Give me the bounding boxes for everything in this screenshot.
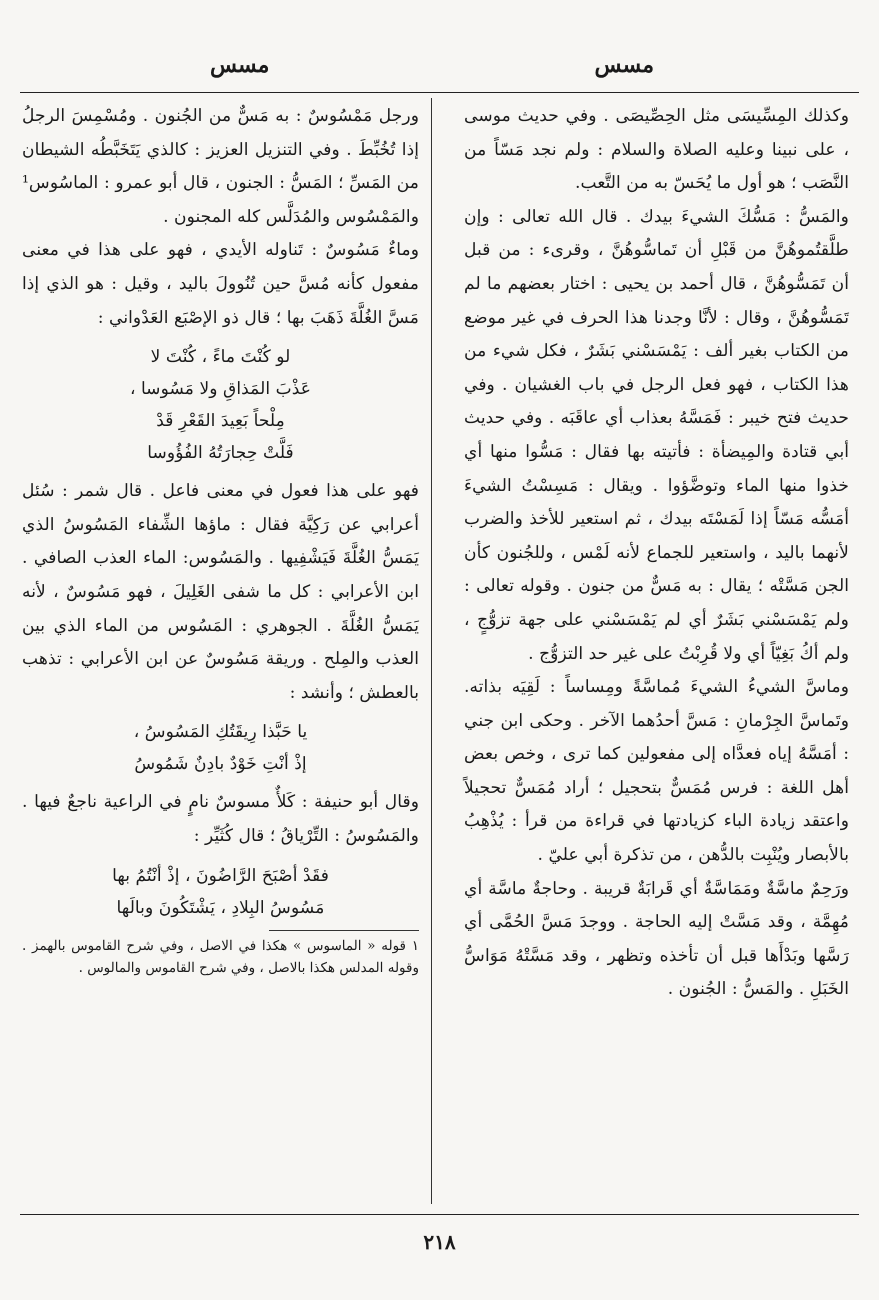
poem-verse: مِلْحاً بَعِيدَ القَعْرِ قَدْ — [156, 411, 285, 432]
poem-verse: فَلَّتْ حِجارَتُهُ الفُؤُوسا — [147, 443, 294, 464]
poem-verse: عَذْبَ المَذاقِ ولا مَسُوسا ، — [129, 379, 312, 400]
paragraph: والمَسُّ : مَسُّكَ الشيءَ بيدك . قال الله تعالى : وإن طلَّقتُموهُنَّ من قَبْلِ أن تَماسُّوهُنَّ ، وقرىء : من قبل أن تَمَسُّوهُنَّ ، قال أحمد بن يحيى : اختار بعضهم ما لم تَمَسُّوهُنَّ ، وقال : لأنَّا وجدنا هذا الحرف في غير موضع من الكتاب بغير ألف : يَمْسَسْني بَشَرٌ ، فكل شيء من هذا الكتاب ، فهو فعل الرجل في باب الغشيان . وفي حديث فتح خيبر : فَمَسَّهُ بعذاب أي عاقَبَه . وفي حديث أبي قتادة والمِيضأة : فأتيته بها فقال : مَسُّوا منها أي خذوا منها الماء وتوضَّؤوا . ويقال : مَسِسْتُ الشيءَ أمَسُّه مَسّاً إذا لَمَسْتَه بيدك ، ثم استعير للأخذ والضرب لأنهما باليد ، واستعير للجماع لأنه لَمْس ، وللجُنون كأن الجن مَسَّتْه ؛ يقال : به مَسٌّ من جنون . وقوله تعالى : ولم يَمْسَسْني بَشَرٌ أي لم يَمْسَسْني على جهة تزوُّجٍ ، ولم أكُ بَغِيّاً أي ولا قُرِبْتُ على غير حد التزوُّج . — [464, 206, 849, 664]
column-divider — [431, 98, 432, 1204]
paragraph: وماسَّ الشيءُ الشيءَ مُماسَّةً ومِساساً : لَقِيَه بذاته. وتَماسَّ الجِرْمانِ : مَسَّ أحدُهما الآخر . وحكى ابن جني : أمَسَّهُ إياه فعدَّاه إلى مفعولين كما ترى ، وخص بعض أهل اللغة : فرس مُمَسٌّ بتحجيل ؛ أراد مُمَسٌّ تحجيلاً واعتقد زيادة الباء كزيادتها في قراءة من قرأ : يُذْهِبُ بالأبصار ويُنْبِت بالدُّهن ، من تذكرة أبي عليّ . — [464, 677, 849, 866]
page-number: ٢١٨ — [423, 1230, 456, 1254]
paragraph: وقال أبو حنيفة : كَلأٌ مسوسٌ نامٍ في الراعية ناجعٌ فيها . والمَسُوسُ : التِّرْياقُ ؛ قال كُثَيِّر : — [22, 792, 419, 846]
poem-verse: مَسُوسُ البِلادِ ، يَشْتَكُونَ وبالَها — [116, 897, 325, 918]
poem — [22, 341, 419, 469]
page-header — [20, 52, 859, 82]
footnote-rule — [269, 930, 419, 931]
right-column — [464, 100, 849, 1007]
poem-verse: يا حَبَّذا رِيقَتُكِ المَسُوسُ ، — [133, 722, 308, 743]
header-headword-left: مسس — [210, 52, 270, 78]
left-column — [22, 100, 419, 979]
paragraph: فهو على هذا فعول في معنى فاعل . قال شمر : سُئل أعرابي عن رَكِيَّة فقال : ماؤها الشِّفاء المَسُوسُ الذي يَمَسُّ الغُلَّةَ فَيَشْفِيها . والمَسُوس: الماء العذب الصافي . ابن الأعرابي : كل ما شفى الغَلِيلَ ، فهو مَسُوسٌ ، لأنه يَمَسُّ الغُلَّةَ . الجوهري : المَسُوس من الماء الذي بين العذب والمِلح . وريقة مَسُوسٌ عن ابن الأعرابي : تذهب بالعطش ؛ وأنشد : — [22, 481, 419, 703]
poem — [22, 716, 419, 780]
poem-verse: فقَدْ أصْبَحَ الرَّاضُونَ ، إذْ أنْتُمُ بها — [112, 865, 329, 886]
footnote: ١ قوله « الماسوس » هكذا في الاصل ، وفي شرح القاموس بالهمز . وقوله المدلس هكذا بالاصل ، وفي شرح القاموس والمالوس . — [22, 937, 419, 976]
poem-verse: لو كُنْتَ ماءً ، كُنْتَ لا — [150, 347, 291, 368]
header-headword-right: مسس — [594, 52, 654, 78]
paragraph: ورجل مَمْسُوسٌ : به مَسٌّ من الجُنون . ومُسْمِسَ الرجلُ إذا تُخُبِّطَ . وفي التنزيل العزيز : كالذي يَتَخَبَّطُه الشيطان من المَسِّ ؛ المَسُّ : الجنون ، قال أبو عمرو : الماسُوس¹ والمَمْسُوس والمُدَلَّس كله المجنون . — [22, 106, 419, 227]
paragraph: وكذلك المِسِّيسَى مثل الحِصِّيصَى . وفي حديث موسى ، على نبينا وعليه الصلاة والسلام : ولم نجد مَسّاً من النَّصَب ؛ هو أول ما يُحَسّ به من التَّعب. — [464, 106, 849, 194]
poem-verse: إذْ أنْتِ خَوْدٌ بادِنٌ شَمُوسُ — [134, 754, 307, 775]
paragraph: ورَحِمٌ ماسَّةٌ ومَمَاسَّةٌ أي قَرابَةٌ قريبة . وحاجةٌ ماسَّة أي مُهِمَّة ، وقد مَسَّتْ إليه الحاجة . ووجدَ مَسَّ الحُمَّى أي رَسَّها وبَدْأَها قبل أن تأخذه وتظهر ، وقد مَسَّتْهُ مَوَاسُّ الخَبَلِ . والمَسُّ : الجُنون . — [464, 878, 849, 1000]
poem — [22, 860, 419, 924]
footer-rule — [20, 1214, 859, 1215]
header-rule — [20, 92, 859, 93]
paragraph: وماءٌ مَسُوسٌ : تَناوله الأيدي ، فهو على هذا في معنى مفعول كأنه مُسَّ حين تُنُوولَ باليد ، وقيل : هو الذي إذا مَسَّ الغُلَّةَ ذَهَبَ بها ؛ قال ذو الإصْبَع العَدْواني : — [22, 240, 419, 328]
